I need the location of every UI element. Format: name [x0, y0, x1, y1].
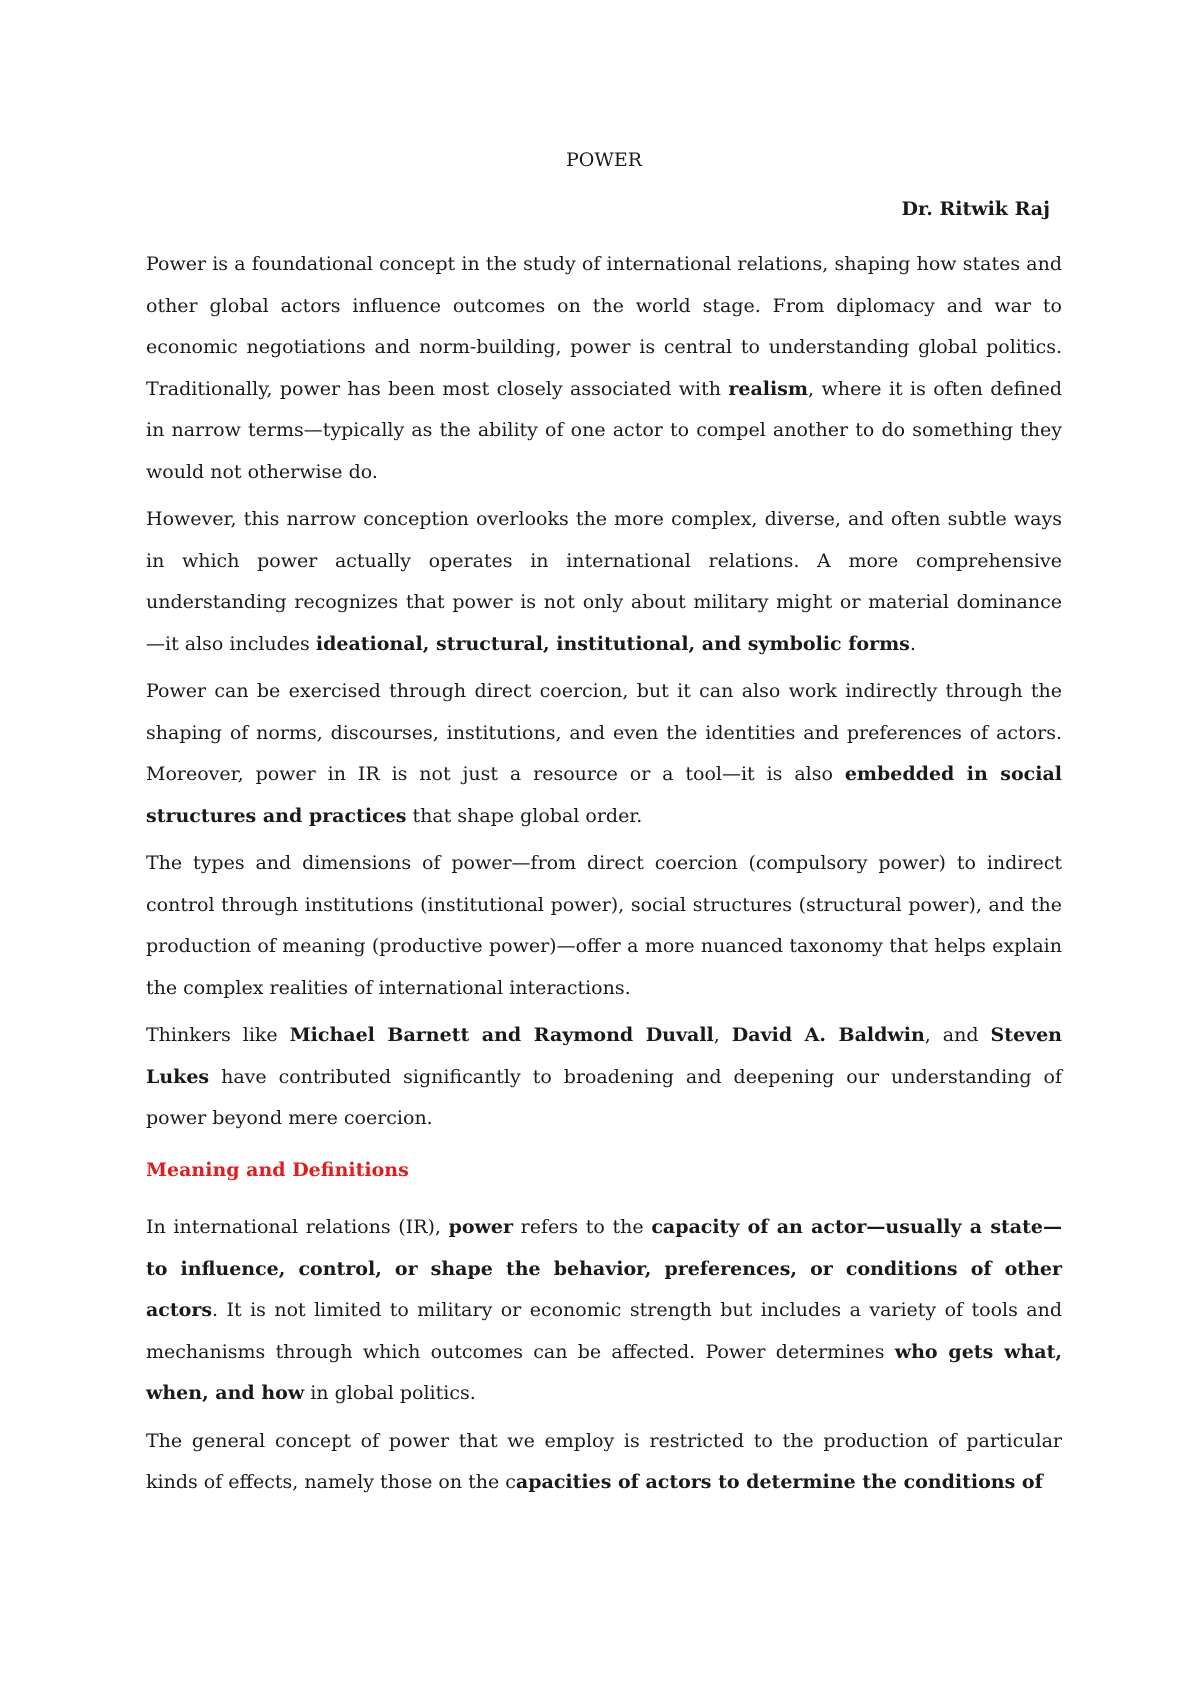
intro-section	[146, 244, 1062, 1140]
bold-text: power	[448, 1216, 514, 1238]
document-page	[146, 140, 1062, 1510]
paragraph	[146, 1207, 1062, 1415]
text-run: Power is a foundational concept in the study of international relations, shaping how states and other global actors influence outcomes on the world stage. From diplomacy and war to economic negotiations and norm-building, power is central to understanding global politics. Traditionally, power has been most closely associated with	[146, 253, 1062, 400]
text-run: in global politics.	[304, 1382, 476, 1404]
text-run: Thinkers like	[146, 1024, 290, 1046]
text-run: However, this narrow conception overlooks the more complex, diverse, and often subtle ways in which power actually operates in international relations. A more comprehensive understanding recognizes that power is not only about military might or material dominance —it also includes	[146, 508, 1062, 655]
bold-text: who gets what, when, and how	[146, 1340, 1062, 1404]
text-run: refers to the	[513, 1216, 652, 1238]
paragraph	[146, 843, 1062, 1009]
text-run: In international relations (IR),	[146, 1216, 449, 1238]
paragraph	[146, 499, 1062, 665]
text-run: have contributed significantly to broadening and deepening our understanding of power beyond mere coercion.	[146, 1065, 1062, 1129]
bold-text: ideational, structural, institutional, and symbolic forms	[315, 632, 910, 655]
bold-text: Michael Barnett and Raymond Duvall	[289, 1024, 714, 1046]
text-run: that shape global order.	[406, 804, 643, 827]
author-name: Dr. Ritwik Raj	[901, 197, 1050, 220]
text-run: Power can be exercised through direct coercion, but it can also work indirectly through the shaping of norms, discourses, institutions, and even the identities and preferences of actors. Moreover, power in IR is not just a resource or a tool—it is also	[146, 680, 1062, 785]
bold-text: embedded in social structures and practices	[146, 763, 1062, 827]
text-run: ,	[713, 1024, 732, 1046]
paragraph	[146, 244, 1062, 493]
text-run: The types and dimensions of power—from direct coercion (compulsory power) to indirect control through institutions (institutional power), social structures (structural power), and the production of meaning (productive power)—offer a more nuanced taxonomy that helps explain the complex realities of international interactions.	[146, 852, 1062, 999]
section-heading: Meaning and Definitions	[146, 1158, 409, 1181]
bold-text: realism	[728, 377, 809, 400]
text-run: . It is not limited to military or economic strength but includes a variety of tools and mechanisms through which outcomes can be affected. Power determines	[146, 1299, 1062, 1363]
text-run: , where it is often defined in narrow terms—typically as the ability of one actor to compel another to do something they would not otherwise do.	[146, 377, 1062, 483]
text-run: , and	[924, 1024, 991, 1046]
bold-text: Steven Lukes	[146, 1024, 1062, 1088]
bold-text: apacities of actors to determine the conditions of	[515, 1471, 1043, 1493]
bold-text: David A. Baldwin	[731, 1024, 925, 1046]
paragraph	[146, 1015, 1062, 1140]
text-run: The general concept of power that we employ is restricted to the production of particular kinds of effects, namely those on the c	[146, 1429, 1062, 1493]
paragraph	[146, 671, 1062, 837]
definitions-section	[146, 1207, 1062, 1504]
text-run: .	[909, 632, 916, 655]
paragraph	[146, 1421, 1062, 1504]
bold-text: capacity of an actor—usually a state—to influence, control, or shape the behavior, preferences, or conditions of other actors	[146, 1216, 1062, 1321]
document-title: POWER	[565, 149, 643, 171]
